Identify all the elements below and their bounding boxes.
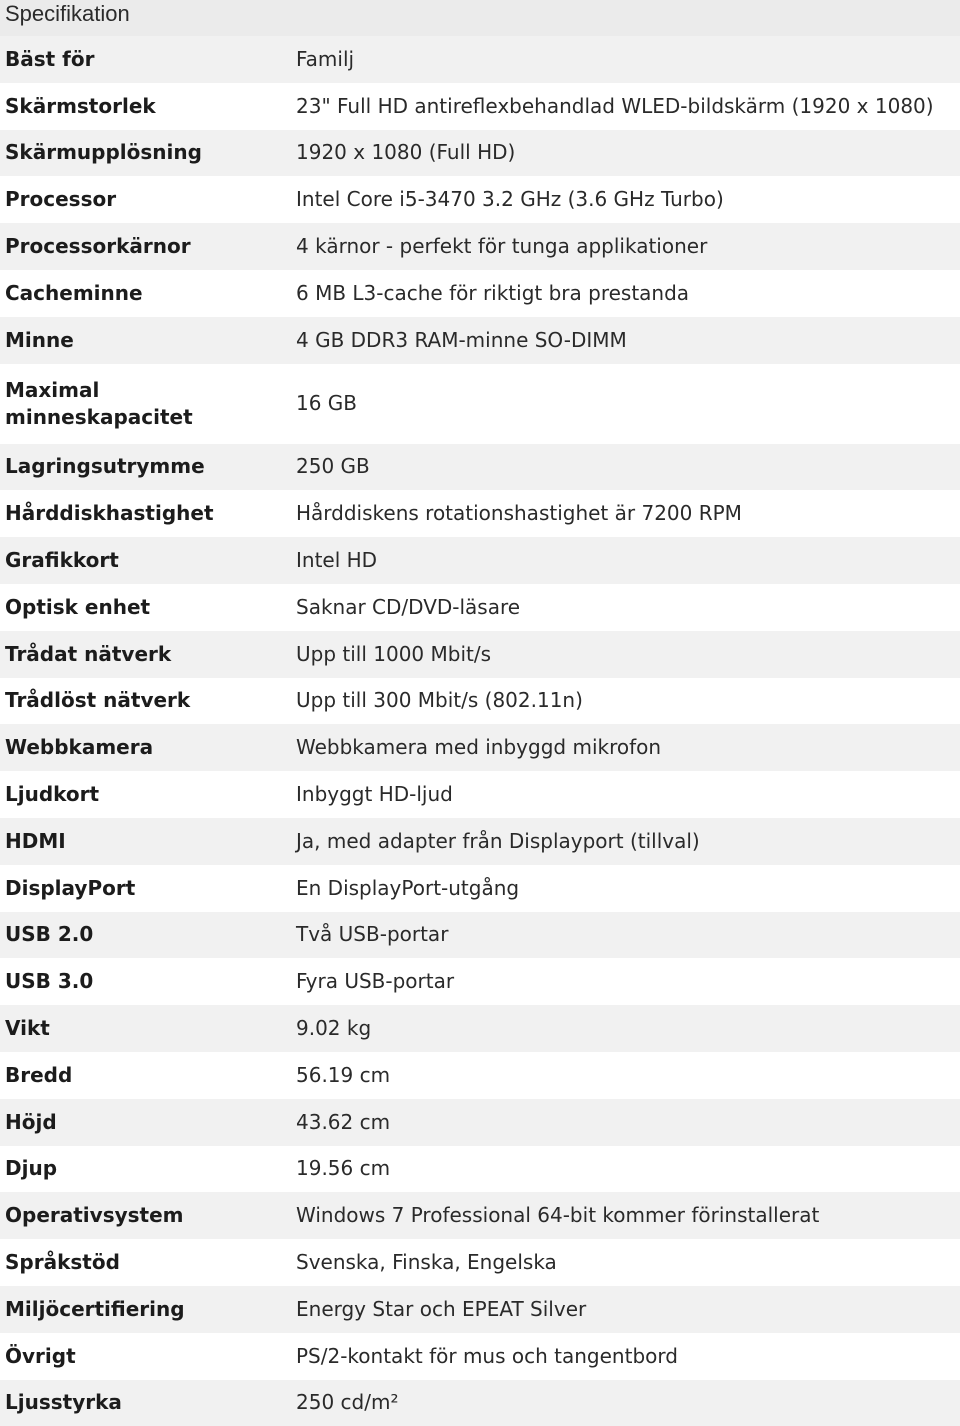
spec-value: 250 cd/m²: [292, 1380, 960, 1426]
table-row: [0, 1239, 960, 1286]
spec-label: Skärmstorlek: [0, 83, 292, 130]
table-row: [0, 317, 960, 364]
spec-label: Övrigt: [0, 1333, 292, 1380]
table-row: [0, 678, 960, 725]
spec-value: 43.62 cm: [292, 1099, 960, 1146]
spec-label: Ljusstyrka: [0, 1380, 292, 1426]
table-row: [0, 771, 960, 818]
spec-value: Intel HD: [292, 537, 960, 584]
spec-label: Optisk enhet: [0, 584, 292, 631]
spec-value: 9.02 kg: [292, 1005, 960, 1052]
spec-value: Saknar CD/DVD-läsare: [292, 584, 960, 631]
spec-value: 16 GB: [292, 364, 960, 444]
spec-label: USB 3.0: [0, 958, 292, 1005]
spec-label: Processorkärnor: [0, 223, 292, 270]
spec-value: PS/2-kontakt för mus och tangentbord: [292, 1333, 960, 1380]
table-row: [0, 1005, 960, 1052]
spec-label: Cacheminne: [0, 270, 292, 317]
spec-value: Intel Core i5-3470 3.2 GHz (3.6 GHz Turbo): [292, 176, 960, 223]
table-row: [0, 83, 960, 130]
table-row: [0, 631, 960, 678]
spec-label: Operativsystem: [0, 1192, 292, 1239]
spec-label: Vikt: [0, 1005, 292, 1052]
spec-value: Familj: [292, 36, 960, 83]
spec-label: Ljudkort: [0, 771, 292, 818]
spec-value: 1920 x 1080 (Full HD): [292, 130, 960, 177]
table-row: [0, 912, 960, 959]
table-row: [0, 130, 960, 177]
specification-rows: [0, 36, 960, 1426]
table-row: [0, 1333, 960, 1380]
spec-label: Trådat nätverk: [0, 631, 292, 678]
spec-label: Processor: [0, 176, 292, 223]
spec-label: Trådlöst nätverk: [0, 678, 292, 725]
table-row: [0, 537, 960, 584]
spec-label: Djup: [0, 1146, 292, 1193]
spec-value: Upp till 1000 Mbit/s: [292, 631, 960, 678]
spec-label: Språkstöd: [0, 1239, 292, 1286]
spec-value: 6 MB L3-cache för riktigt bra prestanda: [292, 270, 960, 317]
spec-value: Två USB-portar: [292, 912, 960, 959]
table-row: [0, 584, 960, 631]
spec-value: Windows 7 Professional 64-bit kommer förinstallerat: [292, 1192, 960, 1239]
table-row: [0, 270, 960, 317]
spec-label: Grafikkort: [0, 537, 292, 584]
spec-value: Svenska, Finska, Engelska: [292, 1239, 960, 1286]
table-row: [0, 818, 960, 865]
table-row: [0, 176, 960, 223]
spec-value: Inbyggt HD-ljud: [292, 771, 960, 818]
table-row: [0, 724, 960, 771]
table-row: [0, 1380, 960, 1426]
spec-value: Energy Star och EPEAT Silver: [292, 1286, 960, 1333]
spec-value: 4 kärnor - perfekt för tunga applikationer: [292, 223, 960, 270]
table-row: [0, 490, 960, 537]
spec-label: Höjd: [0, 1099, 292, 1146]
table-row: [0, 36, 960, 83]
spec-label: Hårddiskhastighet: [0, 490, 292, 537]
spec-value: 56.19 cm: [292, 1052, 960, 1099]
spec-label: USB 2.0: [0, 912, 292, 959]
table-row: [0, 444, 960, 491]
spec-label: Miljöcertifiering: [0, 1286, 292, 1333]
table-row: [0, 1286, 960, 1333]
spec-value: Fyra USB-portar: [292, 958, 960, 1005]
spec-label: Bäst för: [0, 36, 292, 83]
table-row: [0, 958, 960, 1005]
spec-label: Skärmupplösning: [0, 130, 292, 177]
spec-label: HDMI: [0, 818, 292, 865]
table-row: [0, 223, 960, 270]
spec-label: Lagringsutrymme: [0, 444, 292, 491]
spec-value: Upp till 300 Mbit/s (802.11n): [292, 678, 960, 725]
spec-value: Ja, med adapter från Displayport (tillval): [292, 818, 960, 865]
spec-value: 23" Full HD antireflexbehandlad WLED-bildskärm (1920 x 1080): [292, 83, 960, 130]
table-row: [0, 364, 960, 444]
spec-value: En DisplayPort-utgång: [292, 865, 960, 912]
table-row: [0, 865, 960, 912]
spec-label: DisplayPort: [0, 865, 292, 912]
spec-value: 19.56 cm: [292, 1146, 960, 1193]
table-row: [0, 1146, 960, 1193]
table-title: Specifikation: [0, 0, 960, 36]
spec-label: Webbkamera: [0, 724, 292, 771]
spec-value: 250 GB: [292, 444, 960, 491]
spec-label: Minne: [0, 317, 292, 364]
spec-value: Hårddiskens rotationshastighet är 7200 RPM: [292, 490, 960, 537]
spec-label: Maximal minneskapacitet: [0, 364, 292, 444]
spec-label: Bredd: [0, 1052, 292, 1099]
table-row: [0, 1052, 960, 1099]
spec-value: 4 GB DDR3 RAM-minne SO-DIMM: [292, 317, 960, 364]
spec-value: Webbkamera med inbyggd mikrofon: [292, 724, 960, 771]
table-row: [0, 1192, 960, 1239]
table-row: [0, 1099, 960, 1146]
